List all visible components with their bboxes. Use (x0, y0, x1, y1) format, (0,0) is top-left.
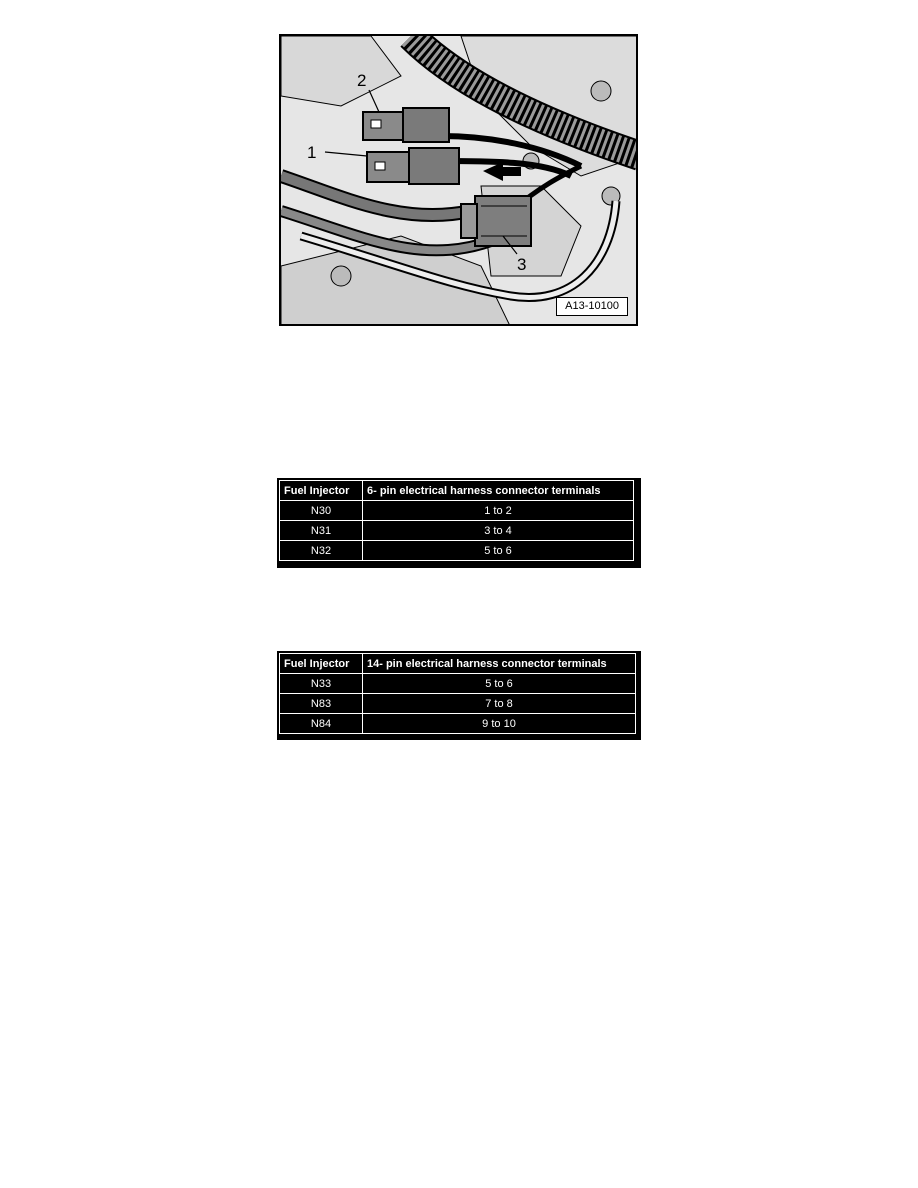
callout-1: 1 (307, 143, 317, 162)
table-row (280, 501, 634, 521)
table-cell-terminals: 5 to 6 (363, 674, 636, 694)
engine-harness-illustration (279, 34, 638, 326)
injector-table-14pin (277, 651, 641, 740)
table-cell-injector: N31 (280, 521, 363, 541)
table-row (280, 541, 634, 561)
table-row (280, 674, 636, 694)
table-row (280, 521, 634, 541)
table-cell-injector: N83 (280, 694, 363, 714)
figure-code-label: A13-10100 (556, 297, 628, 316)
table-cell-terminals: 3 to 4 (363, 521, 634, 541)
table-header-injector: Fuel Injector (280, 481, 363, 501)
callout-2: 2 (357, 71, 367, 90)
table-row (280, 694, 636, 714)
table-header-terminals: 14- pin electrical harness connector terminals (363, 654, 636, 674)
table-cell-terminals: 1 to 2 (363, 501, 634, 521)
table-header-terminals: 6- pin electrical harness connector terminals (363, 481, 634, 501)
table-cell-injector: N30 (280, 501, 363, 521)
table-cell-injector: N84 (280, 714, 363, 734)
injector-table-6pin (277, 478, 641, 568)
callout-3: 3 (517, 255, 527, 274)
table-cell-terminals: 9 to 10 (363, 714, 636, 734)
table-cell-injector: N33 (280, 674, 363, 694)
table-cell-terminals: 7 to 8 (363, 694, 636, 714)
table-cell-injector: N32 (280, 541, 363, 561)
table-cell-terminals: 5 to 6 (363, 541, 634, 561)
engine-line-drawing (281, 36, 638, 326)
table-row (280, 714, 636, 734)
table-header-injector: Fuel Injector (280, 654, 363, 674)
